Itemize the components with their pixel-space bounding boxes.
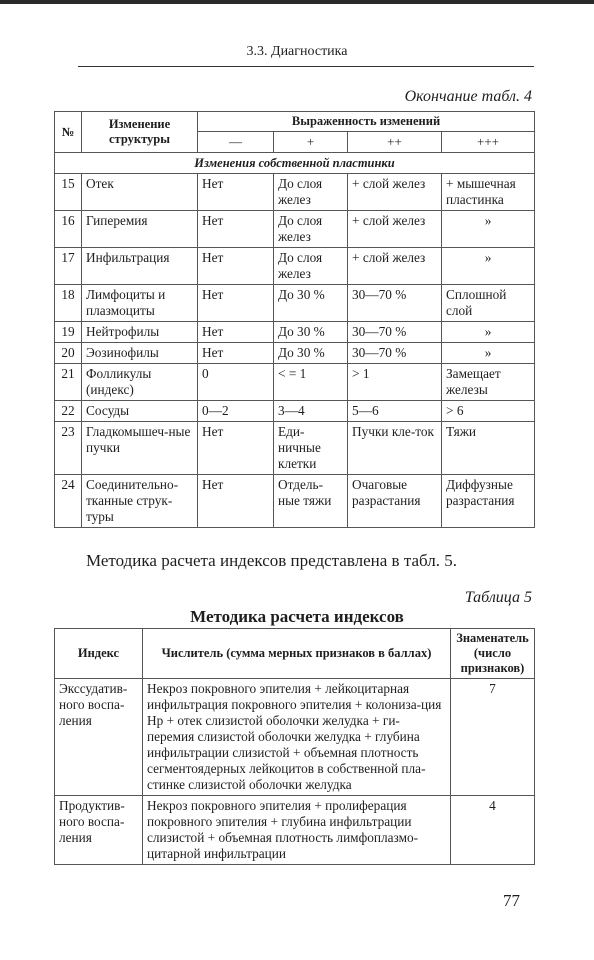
value-plus3: » <box>442 211 535 248</box>
value-none: 0 <box>198 364 274 401</box>
row-number: 19 <box>55 322 82 343</box>
value-plus3: + мышечная пластинка <box>442 174 535 211</box>
value-plus2: + слой желез <box>348 248 442 285</box>
value-plus: Отдель-ные тяжи <box>274 475 348 528</box>
table-row <box>55 679 535 796</box>
value-none: Нет <box>198 211 274 248</box>
value-plus2: 30—70 % <box>348 343 442 364</box>
value-plus: До слоя желез <box>274 248 348 285</box>
row-number: 22 <box>55 401 82 422</box>
table-row <box>55 401 535 422</box>
level-header: +++ <box>442 132 535 153</box>
table5-label: Таблица 5 <box>464 589 532 606</box>
col-header-no: № <box>55 112 82 153</box>
value-plus3: » <box>442 343 535 364</box>
value-plus2: > 1 <box>348 364 442 401</box>
structure-name: Гладкомышеч-ные пучки <box>82 422 198 475</box>
value-plus: 3—4 <box>274 401 348 422</box>
value-plus: До 30 % <box>274 322 348 343</box>
level-header: ++ <box>348 132 442 153</box>
page-number: 77 <box>503 891 520 910</box>
row-number: 20 <box>55 343 82 364</box>
structure-name: Инфильтрация <box>82 248 198 285</box>
level-header: + <box>274 132 348 153</box>
table-row <box>55 343 535 364</box>
value-plus: До слоя желез <box>274 174 348 211</box>
value-none: Нет <box>198 422 274 475</box>
value-plus2: + слой желез <box>348 211 442 248</box>
table5 <box>54 628 535 865</box>
value-none: Нет <box>198 248 274 285</box>
structure-name: Эозинофилы <box>82 343 198 364</box>
header-rule <box>78 66 534 67</box>
col-header-denominator: Знаменатель (число признаков) <box>451 629 535 679</box>
value-plus: До 30 % <box>274 343 348 364</box>
denominator-value: 7 <box>451 679 535 796</box>
structure-name: Соединительно-тканные струк-туры <box>82 475 198 528</box>
col-header-numerator: Числитель (сумма мерных признаков в баллах) <box>143 629 451 679</box>
index-name: Экссудатив-ного воспа-ления <box>55 679 143 796</box>
structure-name: Гиперемия <box>82 211 198 248</box>
value-plus: Еди-ничные клетки <box>274 422 348 475</box>
table4-body <box>55 153 535 528</box>
row-number: 24 <box>55 475 82 528</box>
table-row <box>55 211 535 248</box>
structure-name: Лимфоциты и плазмоциты <box>82 285 198 322</box>
table-row <box>55 422 535 475</box>
structure-name: Нейтрофилы <box>82 322 198 343</box>
value-plus2: Пучки кле-ток <box>348 422 442 475</box>
value-plus2: 30—70 % <box>348 322 442 343</box>
col-header-change: Изменение структуры <box>82 112 198 153</box>
table-row <box>55 248 535 285</box>
top-border <box>0 0 594 4</box>
table5-title: Методика расчета индексов <box>190 607 404 626</box>
table4-caption: Окончание табл. 4 <box>404 88 532 105</box>
denominator-value: 4 <box>451 796 535 865</box>
table4 <box>54 111 535 528</box>
table5-body <box>55 679 535 865</box>
value-none: 0—2 <box>198 401 274 422</box>
value-plus2: 30—70 % <box>348 285 442 322</box>
value-plus3: Сплошной слой <box>442 285 535 322</box>
row-number: 23 <box>55 422 82 475</box>
paragraph: Методика расчета индексов представлена в табл. 5. <box>86 551 457 570</box>
table-row <box>55 322 535 343</box>
structure-name: Фолликулы (индекс) <box>82 364 198 401</box>
value-none: Нет <box>198 322 274 343</box>
row-number: 15 <box>55 174 82 211</box>
row-number: 18 <box>55 285 82 322</box>
row-number: 21 <box>55 364 82 401</box>
value-none: Нет <box>198 343 274 364</box>
value-plus3: » <box>442 322 535 343</box>
value-plus: < = 1 <box>274 364 348 401</box>
col-header-severity: Выраженность изменений <box>198 112 535 132</box>
value-none: Нет <box>198 285 274 322</box>
value-none: Нет <box>198 174 274 211</box>
value-plus2: 5—6 <box>348 401 442 422</box>
table-row <box>55 364 535 401</box>
structure-name: Сосуды <box>82 401 198 422</box>
structure-name: Отек <box>82 174 198 211</box>
value-plus: До 30 % <box>274 285 348 322</box>
row-number: 17 <box>55 248 82 285</box>
value-plus3: Тяжи <box>442 422 535 475</box>
value-plus3: Замещает железы <box>442 364 535 401</box>
value-plus2: + слой желез <box>348 174 442 211</box>
index-name: Продуктив-ного воспа-ления <box>55 796 143 865</box>
col-header-index: Индекс <box>55 629 143 679</box>
value-none: Нет <box>198 475 274 528</box>
value-plus2: Очаговые разрастания <box>348 475 442 528</box>
level-header: — <box>198 132 274 153</box>
numerator-text: Некроз покровного эпителия + пролиферация покровного эпителия + глубина инфильтрации слизистой + объемная плотность лимфоплазмо-цитарной инфильтрации <box>143 796 451 865</box>
table-row <box>55 285 535 322</box>
table-row <box>55 475 535 528</box>
value-plus3: > 6 <box>442 401 535 422</box>
section-row: Изменения собственной пластинки <box>55 153 535 174</box>
value-plus3: Диффузные разрастания <box>442 475 535 528</box>
value-plus: До слоя желез <box>274 211 348 248</box>
running-head: 3.3. Диагностика <box>246 44 348 59</box>
row-number: 16 <box>55 211 82 248</box>
numerator-text: Некроз покровного эпителия + лейкоцитарная инфильтрация покровного эпителия + колониза-ция Hp + отек слизистой оболочки желудка + ги-перемия слизистой оболочки желудка + глубина инфильтрации слизистой + объемная плотность сегментоядерных лейкоцитов в собственной пла-стинке слизистой оболочки желудка <box>143 679 451 796</box>
table-row <box>55 174 535 211</box>
table-row <box>55 796 535 865</box>
value-plus3: » <box>442 248 535 285</box>
